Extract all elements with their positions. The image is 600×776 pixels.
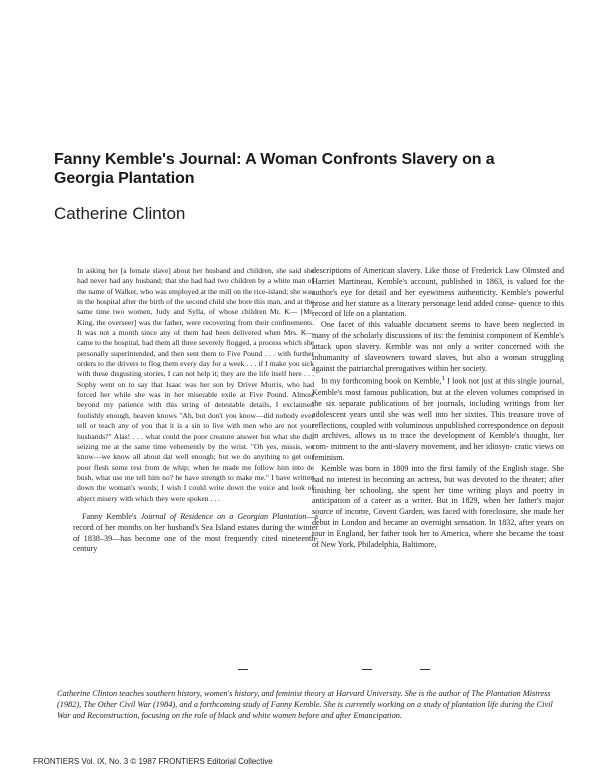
paragraph-forthcoming-book (312, 374, 564, 463)
author-footnote: Catherine Clinton teaches southern history, women's history, and feminist theory at Harvard University. She is the author of The Plantation Mistress (1982), The Other Civil War (1984), and a forthcoming study of Fanny Kemble. She is currently working on a study of plantation life during the Civil War and Reconstruction, focusing on the role of black and white women before and after Emancipation. (57, 689, 553, 720)
intro-rest: —a record of her months on her husband's Sea Island estates during the winter of 1838–39—has become one of the most frequently cited nineteenth-century (73, 511, 318, 554)
left-column (73, 266, 318, 555)
intro-paragraph (73, 512, 318, 555)
p3-before: In my forthcoming book on Kemble, (321, 377, 442, 387)
journal-footer: FRONTIERS Vol. IX, No. 3 © 1987 FRONTIERS Editorial Collective (33, 757, 273, 766)
author-name: Catherine Clinton (54, 204, 186, 223)
crop-marks (0, 669, 600, 673)
article-title: Fanny Kemble's Journal: A Woman Confronts Slavery on a Georgia Plantation (54, 151, 495, 187)
crop-mark (362, 669, 372, 670)
block-quote: In asking her [a female slave] about her husband and children, she said she had never had any husband; that she had had two children by a white man of the name of Walker, who was employed at the mill on the rice-island; she was in the hospital after the birth of the second child she bore this man, and at the same time two women, Judy and Sylla, of whose children Mr. K— [Mr. King, the overseer] was the father, were recovering from their confinements. It was not a month since any of them had been delivered when Mrs. K— came to the hospital, had them all three severely flogged, a process which she personally superintended, and then sent them to Five Pound . . . with further orders to the drivers to flog them every day for a week . . . if I make you sick with these disgusting stories, I can not help it; they are the life itself here . . . Sophy went on to say that Isaac was her son by Driver Morris, who had forced her while she was in her miserable exile at Five Pound. Almost beyond my patience with this string of detestable details, I exclaimed foolishly enough, heaven knows "Ah, but don't you know—did nobody ever tell or teach any of you that it is a sin to live with men who are not your husbands?" Alas! . . . what could the poor creature answer but what she did, seizing me at the same time vehemently by the wrist. "Oh yes, missis, we know—we know all about dat well enough; but we do anything to get our poor flesh some rest from de whip; when he made me follow him into de bush, what use me tell him no? he have strength to make me." I have written down the woman's words; I wish I could write down the voice and look of abject misery with which they were spoken . . . (77, 266, 314, 503)
crop-mark (238, 669, 248, 670)
p3-after: I look not just at this single journal, Kemble's most famous publication, but at the eleven volumes comprised in the six separate publications of her journals, including writings from her adolescent years until she was well into her sixties. This treasure trove of reflections, coupled with voluminous unpublished correspondence on deposit in archives, allows us to trace the development of Kemble's thought, her com- mitment to the anti-slavery movement, and her idiosyn- cratic views on feminism. (312, 377, 564, 463)
crop-mark (420, 669, 430, 670)
right-column (312, 266, 564, 551)
paragraph-feminist-facet: One facet of this valuable document seems to have been neglected in many of the scholarly discussions of its: the feminist component of Kemble's attack upon slavery. Kemble was not only a writer concerned with the inhumanity of slaveowners toward slaves, but also a woman struggling against the patriarchal prerogatives within her society. (312, 320, 564, 373)
paragraph-biography: Kemble was born in 1809 into the first family of the English stage. She had no interest in becoming an actress, but was devoted to the theater; after finishing her schooling, she spent her time writing plays and poetry in anticipation of a career as a writer. But in 1829, when her father's major source of income, Covent Garden, was faced with foreclosure, she made her debut in London and became an overnight sensation. In 1832, after years on tour in England, her father took her to America, where she became the toast of New York, Philadelphia, Baltimore, (312, 463, 564, 549)
journal-title: Journal of Residence on a Georgian Plantation (140, 511, 307, 521)
intro-prefix: Fanny Kemble's (82, 511, 141, 521)
paragraph-continued: descriptions of American slavery. Like those of Frederick Law Olmsted and Harriet Martineau, Kemble's account, published in 1863, is valued for the author's eye for detail and her eyewitness authenticity. Kemble's powerful prose and her stature as a literary personage lend added conse- quence to this record of life on a plantation. (312, 266, 564, 319)
footnote-ref: 1 (441, 375, 445, 383)
